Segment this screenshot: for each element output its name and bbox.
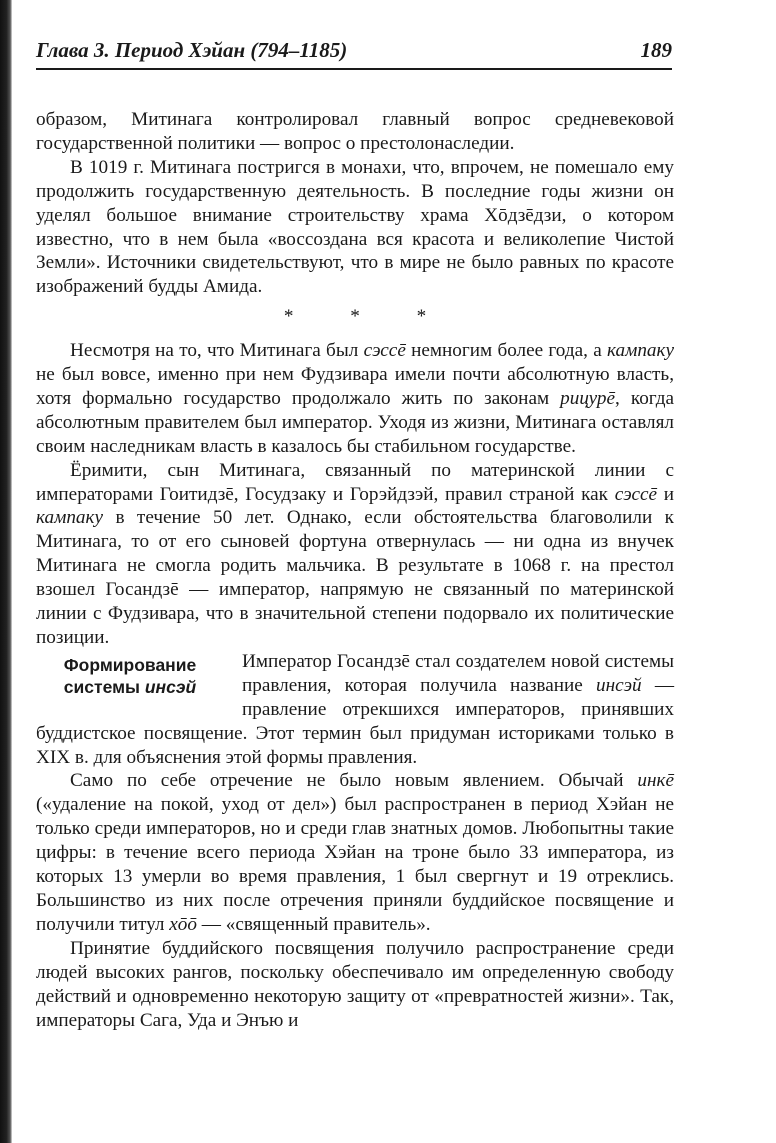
text-run: не был вовсе, именно при нем Фудзивара имели почти абсолютную власть, хотя формально государство продолжало жить по законам (36, 364, 674, 409)
paragraph-6 (36, 769, 674, 936)
page-scan-edge (0, 0, 12, 1143)
text-run: системы (63, 676, 145, 697)
body-text (36, 108, 674, 1032)
term-italic: кампаку (36, 507, 104, 529)
text-run: , когда абсолютным правителем был император. Уходя из жизни, Митинага оставлял своим наследникам власть в казалось бы стабильном государстве. (36, 387, 674, 457)
side-heading-line-1: Формирование (63, 654, 197, 675)
text-run: Само по себе отречение не было новым явлением. Обычай (70, 770, 638, 792)
term-italic: инкē (637, 770, 674, 792)
text-run: — правление отрекшихся императоров, принявших буддистское посвящение. Этот термин был придуман историками только в XIX в. для объяснения этой формы правления. (36, 674, 675, 768)
text-run: и (657, 483, 674, 505)
term-italic: хōō (169, 913, 197, 935)
side-heading-line-2 (36, 676, 224, 698)
paragraph-1: образом, Митинага контролировал главный вопрос средневековой государственной политики — вопрос о престолонаследии. (36, 109, 674, 154)
text-run: в течение 50 лет. Однако, если обстоятельства благоволили к Митинага, то от его сыновей фортуна отвернулась — ни одна из внучек Митинага не смогла родить мальчика. В результате в 1068 г. на престол взошел Госандзē — император, напрямую не связанный по материнской линии с Фудзивара, что в значительной степени подорвало их политические позиции. (36, 507, 674, 649)
term-italic: сэссē (614, 483, 657, 505)
section-separator: * * * (283, 306, 427, 328)
term-italic: сэссē (363, 340, 406, 362)
chapter-title: Глава 3. Период Хэйан (794–1185) (36, 38, 348, 62)
term-italic: инсэй (144, 676, 197, 697)
text-run: Несмотря на то, что Митинага был (70, 340, 364, 362)
running-header (36, 36, 672, 70)
paragraph-2: В 1019 г. Митинага постригся в монахи, что, впрочем, не помешало ему продолжить государственную деятельность. В последние годы жизни он уделял большое внимание строительству храма Хōдзēдзи, о котором известно, что в нем была «воссоздана вся красота и великолепие Чистой Земли». Источники свидетельствуют, что в мире не было равных по красоте изображений будды Амида. (36, 156, 674, 298)
text-run: Ёримити, сын Митинага, связанный по материнской линии с императорами Гоитидзē, Госудзаку и Горэйдзэй, правил страной как (36, 459, 674, 505)
text-run: Император Госандзē стал создателем новой системы правления, которая получила название (242, 650, 674, 696)
page-number: 189 (640, 38, 672, 62)
section-side-heading (36, 654, 224, 698)
text-run: («удаление на покой, уход от дел») был распространен в период Хэйан не только среди императоров, но и среди глав знатных домов. Любопытны такие цифры: в течение всего периода Хэйан на троне было 33 императора, из которых 13 умерли во время правления, 1 был свергнут и 19 отреклись. Большинство из них после отречения приняли буддийское посвящение и получили титул (36, 794, 674, 935)
paragraph-7: Принятие буддийского посвящения получило распространение среди людей высоких рангов, поскольку обеспечивало им определенную свободу действий и одновременно некоторую защиту от «превратностей жизни». Так, императоры Сага, Уда и Энъю и (36, 937, 674, 1031)
term-italic: кампаку (606, 340, 674, 362)
text-run: — «священный правитель». (196, 913, 431, 935)
text-run: немногим более года, а (405, 340, 607, 362)
paragraph-3 (36, 339, 674, 459)
paragraph-4 (36, 459, 674, 650)
term-italic: рицурē (560, 387, 616, 409)
term-italic: инсэй (595, 674, 642, 696)
